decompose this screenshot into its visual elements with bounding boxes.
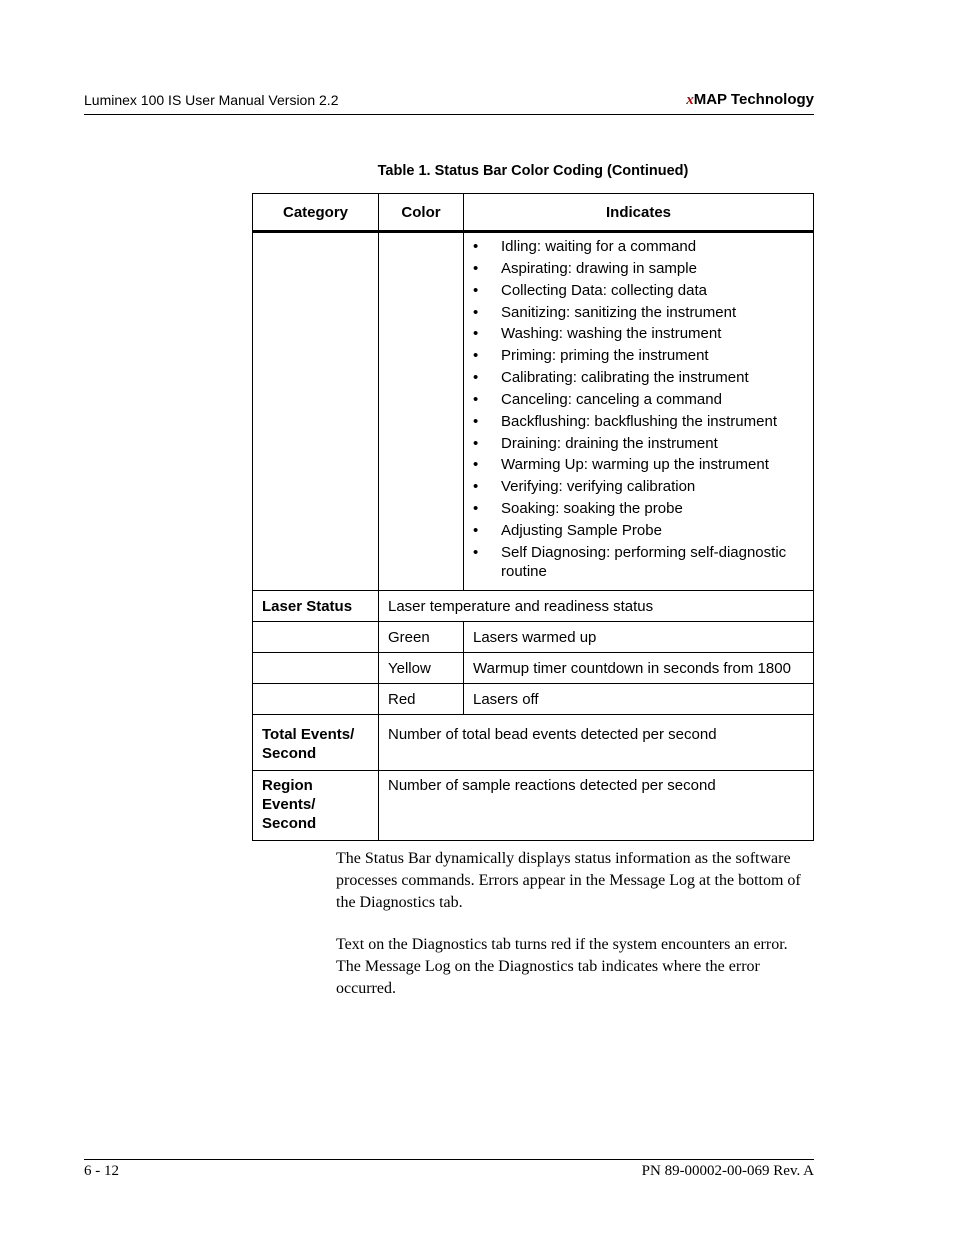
region-events-description: Number of sample reactions detected per second: [388, 776, 716, 794]
color-value: Green: [388, 628, 430, 646]
category-line: Second: [262, 744, 317, 762]
table-cell-category: [253, 590, 379, 621]
part-number: PN 89-00002-00-069 Rev. A: [641, 1163, 814, 1179]
header-brand-x: x: [686, 92, 694, 108]
laser-status-description: Laser temperature and readiness status: [388, 597, 654, 615]
list-item: • Canceling: canceling a command: [473, 390, 805, 409]
table-cell-empty: [253, 232, 379, 591]
table-cell-empty: [253, 652, 379, 683]
column-header-color: Color: [379, 194, 464, 232]
column-header-category: Category: [253, 194, 379, 232]
table-cell-category: [253, 770, 379, 840]
category-line: Region: [262, 776, 313, 794]
table-cell-description: [379, 590, 814, 621]
page-number: 6 - 12: [84, 1163, 119, 1179]
column-header-indicates: Indicates: [464, 194, 814, 232]
page-footer: [84, 1159, 814, 1179]
table-row-total-events: [253, 714, 814, 770]
category-region-events: [253, 771, 378, 840]
table-row-status-list: [253, 232, 814, 591]
category-laser-status: Laser Status: [262, 597, 353, 615]
table-cell-color: [379, 652, 464, 683]
table-row-region-events: [253, 770, 814, 840]
list-item: • Warming Up: warming up the instrument: [473, 455, 805, 474]
list-item: • Collecting Data: collecting data: [473, 281, 805, 300]
list-item: • Backflushing: backflushing the instrument: [473, 412, 805, 431]
table-header-row: [253, 194, 814, 232]
table-cell-empty: [253, 621, 379, 652]
list-item: • Verifying: verifying calibration: [473, 477, 805, 496]
table-cell-category: [253, 714, 379, 770]
list-item: • Aspirating: drawing in sample: [473, 259, 805, 278]
list-item: • Adjusting Sample Probe: [473, 521, 805, 540]
table-caption: Table 1. Status Bar Color Coding (Continued): [377, 163, 689, 179]
list-item: • Idling: waiting for a command: [473, 237, 805, 256]
indicates-value: Lasers off: [473, 690, 539, 708]
list-item: • Self Diagnosing: performing self-diagnostic routine: [473, 543, 805, 581]
table-cell-description: [379, 714, 814, 770]
table-cell-indicates: [464, 683, 814, 714]
table-row: [253, 621, 814, 652]
body-paragraph-1: The Status Bar dynamically displays status information as the software processes commands. Errors appear in the Message Log at the bottom of the Diagnostics tab.: [336, 850, 801, 911]
table-cell-color: [379, 621, 464, 652]
list-item: • Calibrating: calibrating the instrument: [473, 368, 805, 387]
status-bar-color-table: [252, 193, 814, 841]
table-row: [253, 683, 814, 714]
list-item: • Draining: draining the instrument: [473, 434, 805, 453]
category-line: Total Events/: [262, 725, 355, 743]
total-events-description: Number of total bead events detected per second: [388, 725, 717, 743]
table-cell-indicates: [464, 621, 814, 652]
color-value: Red: [388, 690, 416, 708]
list-item: • Priming: priming the instrument: [473, 346, 805, 365]
table-cell-indicates: [464, 652, 814, 683]
category-line: Second: [262, 814, 317, 832]
table-cell-empty: [253, 683, 379, 714]
indicates-value: Lasers warmed up: [473, 628, 597, 646]
page-header: [84, 90, 814, 115]
header-manual-title: Luminex 100 IS User Manual Version 2.2: [84, 92, 339, 108]
list-item: • Sanitizing: sanitizing the instrument: [473, 303, 805, 322]
body-paragraph-2: Text on the Diagnostics tab turns red if the system encounters an error. The Message Log on the Diagnostics tab indicates where the error occurred.: [336, 936, 788, 997]
color-value: Yellow: [388, 659, 431, 677]
list-item: • Soaking: soaking the probe: [473, 499, 805, 518]
category-total-events: [253, 715, 378, 770]
header-brand-rest: MAP Technology: [693, 91, 814, 108]
indicates-value: Warmup timer countdown in seconds from 1800: [473, 659, 791, 677]
header-brand: [686, 91, 814, 109]
category-line: Events/: [262, 795, 316, 813]
table-cell-description: [379, 770, 814, 840]
list-item: • Washing: washing the instrument: [473, 324, 805, 343]
table-cell-empty: [379, 232, 464, 591]
status-list-cell: [464, 232, 814, 591]
status-list: [464, 233, 813, 590]
table-cell-color: [379, 683, 464, 714]
table-row: [253, 652, 814, 683]
table-row-laser-status: [253, 590, 814, 621]
